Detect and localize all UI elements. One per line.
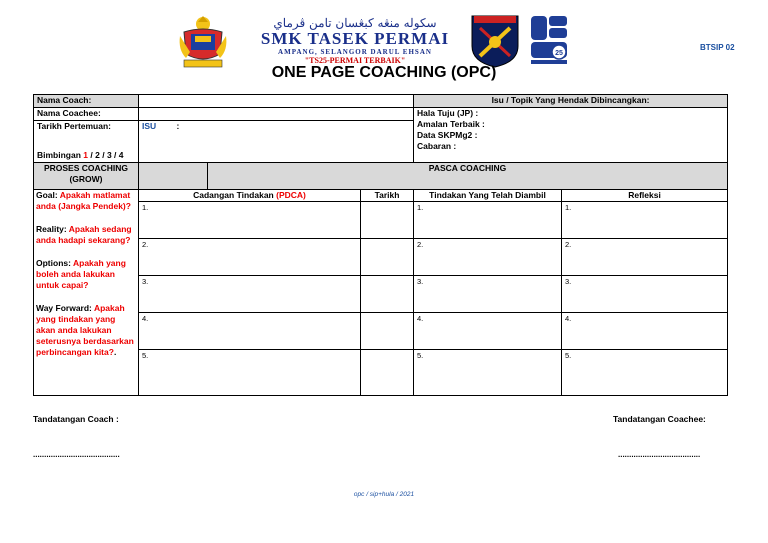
cadangan-cell-2[interactable]: 2. (139, 239, 361, 276)
tindakan-cell-3[interactable]: 3. (414, 276, 562, 313)
ts25-badge-icon (527, 14, 571, 66)
school-badge-icon (470, 14, 520, 68)
ts25-badge-number: 25 (555, 50, 563, 57)
hala-tuju-label: Hala Tuju (JP) : (417, 108, 479, 118)
page-title: ONE PAGE COACHING (OPC) (271, 64, 497, 81)
coach-signature-line[interactable]: ....................................... (33, 450, 120, 459)
refleksi-cell-5[interactable]: 5. (562, 350, 728, 396)
tindakan-cell-5[interactable]: 5. (414, 350, 562, 396)
col-tindakan-header: Tindakan Yang Telah Diambil (414, 190, 562, 202)
tarikh-cell-4[interactable] (361, 313, 414, 350)
grow-options: Options: Apakah yang boleh anda lakukan untuk capai? (36, 258, 126, 290)
bimbingan-selected: 1 (83, 150, 89, 160)
tindakan-cell-1[interactable]: 1. (414, 202, 562, 239)
tarikh-bimbingan-cell (34, 121, 139, 163)
isu-topik-header: Isu / Topik Yang Hendak Dibincangkan: (414, 95, 728, 108)
isu-topik-details[interactable] (414, 108, 728, 163)
crest-logo-icon (178, 14, 228, 70)
tarikh-cell-5[interactable] (361, 350, 414, 396)
tarikh-cell-1[interactable] (361, 202, 414, 239)
coach-signature-label: Tandatangan Coach : (33, 414, 119, 424)
bimbingan-label: Bimbingan 1 / 2 / 3 / 4 (37, 150, 124, 160)
grow-way-forward: Way Forward: Apakah yang tindakan yang akan anda lakukan seterusnya berdasarkan perbincangan kita?. (36, 303, 134, 357)
tindakan-cell-2[interactable]: 2. (414, 239, 562, 276)
proses-coaching-header: PROSES COACHING (GROW) (34, 163, 139, 190)
nama-coachee-field[interactable] (139, 108, 414, 121)
col-cadangan-header: Cadangan Tindakan (PDCA) (139, 190, 361, 202)
isu-label: ISU (142, 121, 157, 131)
amalan-terbaik-label: Amalan Terbaik : (417, 119, 485, 129)
isu-colon: : (176, 121, 180, 131)
cabaran-label: Cabaran : (417, 141, 457, 151)
form-code: BTSIP 02 (700, 43, 735, 52)
nama-coachee-label: Nama Coachee: (34, 108, 139, 121)
tindakan-cell-4[interactable]: 4. (414, 313, 562, 350)
header (0, 10, 768, 70)
cadangan-cell-1[interactable]: 1. (139, 202, 361, 239)
school-motto: "TS25-PERMAI TERBAIK" (304, 56, 406, 65)
grow-questions-cell (34, 190, 139, 396)
grow-reality: Reality: Apakah sedang anda hadapi sekarang? (36, 224, 132, 245)
cadangan-cell-3[interactable]: 3. (139, 276, 361, 313)
school-name: SMK TASEK PERMAI (260, 29, 450, 48)
refleksi-cell-1[interactable]: 1. (562, 202, 728, 239)
refleksi-cell-3[interactable]: 3. (562, 276, 728, 313)
proses-coaching-blank (139, 163, 208, 190)
cadangan-cell-4[interactable]: 4. (139, 313, 361, 350)
coachee-signature-label: Tandatangan Coachee: (613, 414, 706, 424)
refleksi-cell-2[interactable]: 2. (562, 239, 728, 276)
footer-credit: opc / sip+hula / 2021 (353, 491, 415, 498)
school-name-block (240, 16, 470, 65)
col-tarikh-header: Tarikh (361, 190, 414, 202)
tarikh-pertemuan-label: Tarikh Pertemuan: (37, 121, 112, 131)
tarikh-cell-3[interactable] (361, 276, 414, 313)
grow-goal: Goal: Apakah matlamat anda (Jangka Pendek)? (36, 190, 131, 211)
refleksi-cell-4[interactable]: 4. (562, 313, 728, 350)
school-address: AMPANG, SELANGOR DARUL EHSAN (278, 48, 432, 56)
data-skpmg2-label: Data SKPMg2 : (417, 130, 478, 140)
pasca-coaching-header: PASCA COACHING (208, 163, 728, 190)
coaching-table (33, 94, 728, 396)
coachee-signature-line[interactable]: ..................................... (618, 450, 701, 459)
cadangan-cell-5[interactable]: 5. (139, 350, 361, 396)
jawi-school-name: سکوله منڠه كبڠسان تامن ڤرماي (273, 16, 437, 30)
tarikh-cell-2[interactable] (361, 239, 414, 276)
isu-field[interactable] (139, 121, 414, 163)
nama-coach-label: Nama Coach: (34, 95, 139, 108)
nama-coach-field[interactable] (139, 95, 414, 108)
col-refleksi-header: Refleksi (562, 190, 728, 202)
